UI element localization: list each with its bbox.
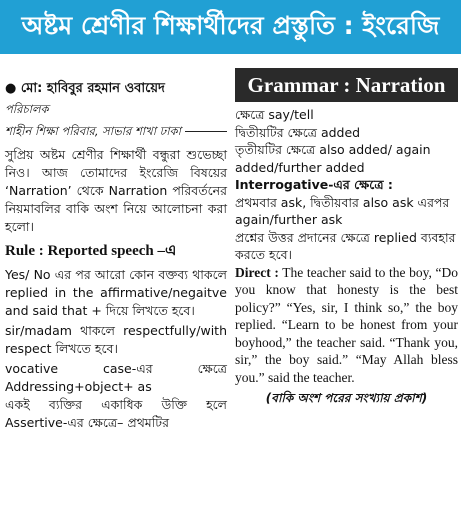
- rule-line-3: vocative case-এর ক্ষেত্রে Addressing+object+ as: [5, 361, 227, 394]
- right-line-2: দ্বিতীয়টির ক্ষেত্রে added: [235, 124, 361, 140]
- left-column: [5, 62, 227, 432]
- continuation-note: (বাকি অংশ পরের সংখ্যায় প্রকাশ): [265, 391, 428, 405]
- direct-label: Direct :: [235, 264, 279, 280]
- answer-text: প্রশ্নের উত্তর প্রদানের ক্ষেত্রে replied ব্যবহার করতে হবে।: [235, 229, 456, 262]
- rule-line-1: Yes/ No এর পর আরো কোন বক্তব্য থাকলে replied in the affirmative/negaitve and said that + দিয়ে লিখতে হবে।: [5, 267, 227, 318]
- rule-heading: Rule : Reported speech –এ: [5, 243, 177, 259]
- author-org: শাহীন শিক্ষা পরিবার, সাভার শাখা ঢাকা: [5, 124, 181, 138]
- divider-line: [185, 131, 227, 132]
- direct-paragraph: [235, 264, 458, 387]
- interrogative-text: প্রথমবার ask, দ্বিতীয়বার also ask এরপর again/further ask: [235, 194, 450, 227]
- rule-line-2: sir/madam থাকলে respectfully/with respect লিখতে হবে।: [5, 323, 227, 356]
- author-org-row: [5, 122, 227, 140]
- section-label: Grammar : Narration: [235, 68, 458, 102]
- author-name: ● মো: হাবিবুর রহমান ওবায়েদ: [5, 81, 165, 96]
- author-role: পরিচালক: [5, 102, 49, 116]
- author-name-text: মো: হাবিবুর রহমান ওবায়েদ: [20, 81, 165, 96]
- intro-paragraph: সুপ্রিয় অষ্টম শ্রেণীর শিক্ষার্থী বন্ধুরা শুভেচ্ছা নিও। আজ তোমাদের ইংরেজি বিষয়ের ‘Narration’ থেকে Narration পরিবর্তনের নিয়মাবলির বাকি অংশ নিয়ে আলোচনা করা হলো।: [5, 147, 227, 234]
- rule-line-4: একই ব্যক্তির একাধিক উক্তি হলে Assertive-এর ক্ষেত্রে– প্রথমটির: [5, 397, 227, 430]
- direct-text: The teacher said to the boy, “Do you know that honesty is the best policy?” “Yes, sir, I think so,” the boy replied. “Learn to be honest from your boyhood,” the teacher said. “Thank you, sir,” the boy said.” “May Allah bless you.” said the teacher.: [235, 264, 458, 385]
- interrogative-heading: Interrogative-এর ক্ষেত্রে :: [235, 177, 393, 192]
- right-line-1: ক্ষেত্রে say/tell: [235, 107, 314, 122]
- right-line-3: তৃতীয়টির ক্ষেত্রে also added/ again added/further added: [235, 142, 431, 175]
- article-title: অষ্টম শ্রেণীর শিক্ষার্থীদের প্রস্তুতি : ইংরেজি: [0, 0, 461, 58]
- right-column: [235, 62, 458, 410]
